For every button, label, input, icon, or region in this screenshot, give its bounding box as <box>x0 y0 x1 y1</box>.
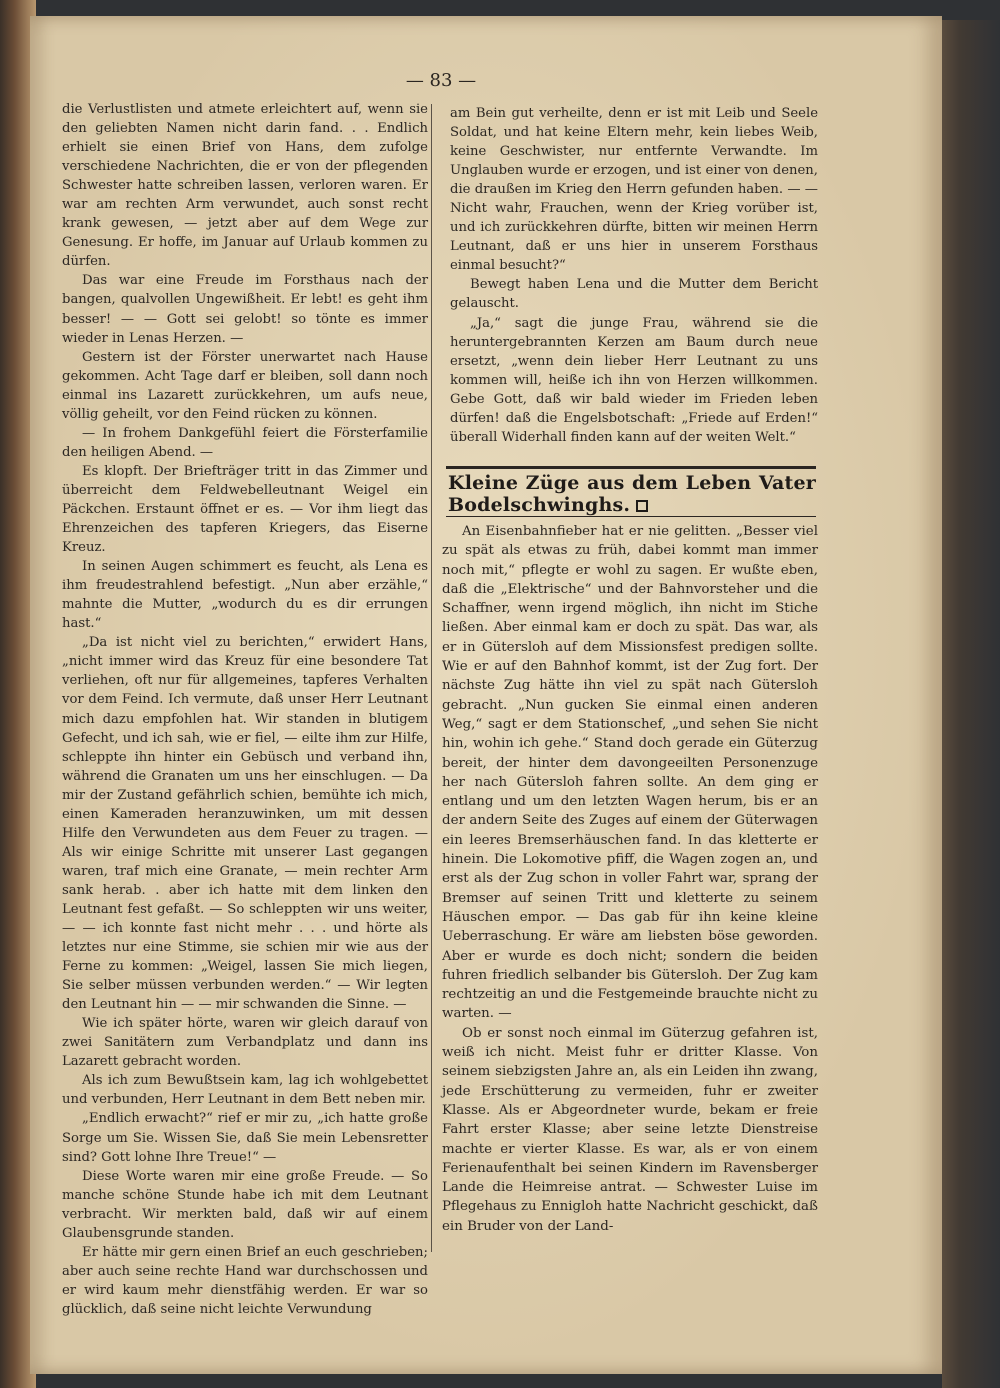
left-column <box>62 100 428 1319</box>
article-body <box>442 522 818 1236</box>
article-headline <box>448 472 816 516</box>
paragraph: Er hätte mir gern einen Brief an euch geschrieben; aber auch seine rechte Hand war durchschossen und er wird kaum mehr dienstfähig werden. Er war so glücklich, daß seine nicht leichte Verwundung <box>62 1244 428 1317</box>
paragraph: Diese Worte waren mir eine große Freude. — So manche schöne Stunde habe ich mit dem Leutnant verbracht. Wir merkten bald, daß wir auf einem Glaubensgrunde standen. <box>62 1168 428 1241</box>
paragraph: Ob er sonst noch einmal im Güterzug gefahren ist, weiß ich nicht. Meist fuhr er dritter Klasse. Von seinem siebzigsten Jahre an, als ein Leiden ihn zwang, jede Erschütterung zu vermeiden, fuhr er zweiter Klasse. Als er Abgeordneter wurde, bekam er freie Fahrt erster Klasse; aber seine letzte Dienstreise machte er vierter Klasse. Es war, als er von einem Ferienaufenthalt bei seinen Kindern im Ravensberger Lande die Heimreise antrat. — Schwester Luise im Pflegehaus zu Ennigloh hatte Nachricht geschickt, daß ein Bruder von der Land- <box>442 1025 818 1234</box>
paragraph: die Verlustlisten und atmete erleichtert auf, wenn sie den geliebten Namen nicht darin fand. . . Endlich erhielt sie einen Brief von Hans, dem zufolge verschiedene Nachrichten, die er von der pflegenden Schwester hatte schreiben lassen, verloren waren. Er war am rechten Arm verwundet, auch sonst recht krank gewesen, — jetzt aber auf dem Wege zur Genesung. Er hoffe, im Januar auf Urlaub kommen zu dürfen. <box>62 102 428 270</box>
headline-end-mark <box>636 500 648 512</box>
paragraph: Es klopft. Der Briefträger tritt in das Zimmer und überreicht dem Feldwebelleutnant Weigel ein Päckchen. Erstaunt öffnet er es. — Vor ihm liegt das Ehrenzeichen des tapferen Kriegers, das Eiserne Kreuz. <box>62 463 428 556</box>
paragraph: Gestern ist der Förster unerwartet nach Hause gekommen. Acht Tage darf er bleiben, soll dann noch einmal ins Lazarett zurückkehren, um aufs neue, völlig geheilt, vor den Feind rücken zu können. <box>62 349 428 422</box>
headline-rule-top <box>446 466 816 469</box>
paragraph: In seinen Augen schimmert es feucht, als Lena es ihm freudestrahlend befestigt. „Nun aber erzähle,“ mahnte die Mutter, „wodurch du es dir errungen hast.“ <box>62 559 428 632</box>
paragraph: am Bein gut verheilte, denn er ist mit Leib und Seele Soldat, und hat keine Eltern mehr, kein liebes Weib, keine Geschwister, nur entfernte Verwandte. Im Unglauben wurde er erzogen, und ist einer von denen, die draußen im Krieg den Herrn gefunden haben. — — Nicht wahr, Frauchen, wenn der Krieg vorüber ist, und ich zurückkehren dürfte, bitten wir meinen Herrn Leutnant, daß er uns hier in unserem Forsthaus einmal besucht?“ <box>450 106 818 274</box>
headline-text: Kleine Züge aus dem Leben Vater Bodelschwinghs. <box>448 472 816 516</box>
headline-rule-bottom <box>446 516 816 517</box>
paragraph: Als ich zum Bewußtsein kam, lag ich wohlgebettet und verbunden, Herr Leutnant in dem Bett neben mir. <box>62 1073 428 1108</box>
paragraph: Wie ich später hörte, waren wir gleich darauf von zwei Sanitätern zum Verbandplatz und dann ins Lazarett gebracht worden. <box>62 1016 428 1070</box>
page-number: — 83 — <box>405 70 477 91</box>
page-edge <box>942 20 1000 1388</box>
paragraph: „Endlich erwacht?“ rief er mir zu, „ich hatte große Sorge um Sie. Wissen Sie, daß Sie mein Lebensretter sind? Gott lohne Ihre Treue!“ — <box>62 1111 428 1165</box>
paragraph: „Da ist nicht viel zu berichten,“ erwidert Hans, „nicht immer wird das Kreuz für eine besondere Tat verliehen, oft nur für allgemeines, tapferes Verhalten vor dem Feind. Ich vermute, daß unser Herr Leutnant mich dazu empfohlen hat. Wir standen in blutigem Gefecht, und ich sah, wie er fiel, — eilte ihm zur Hilfe, schleppte ihn hinter ein Gebüsch und verband ihn, während die Granaten um uns her einschlugen. — Da mir der Zustand gefährlich schien, bemühte ich mich, einen Kameraden heranzuwinken, um mit dessen Hilfe den Verwundeten aus dem Feuer zu tragen. — Als wir einige Schritte mit unserer Last gegangen waren, traf mich eine Granate, — mein rechter Arm sank herab. . aber ich hatte mit dem linken den Leutnant fest gefaßt. — So schleppten wir uns weiter, — — ich konnte fast nicht mehr . . . und hörte als letztes nur eine Stimme, sie schien mir wie aus der Ferne zu kommen: „Weigel, lassen Sie mich liegen, Sie selber müssen verbunden werden.“ — Wir legten den Leutnant hin — — mir schwanden die Sinne. — <box>62 635 428 1013</box>
paragraph: An Eisenbahnfieber hat er nie gelitten. „Besser viel zu spät als etwas zu früh, dabei kommt man immer noch mit,“ pflegte er wohl zu sagen. Er wußte eben, daß die „Elektrische“ und der Bahnvorsteher und die Schaffner, wenn irgend möglich, ihn nicht im Stiche ließen. Aber einmal kam er doch zu spät. Das war, als er in Gütersloh auf dem Missionsfest predigen sollte. Wie er auf den Bahnhof kommt, ist der Zug fort. Der nächste Zug hätte ihn viel zu spät nach Gütersloh gebracht. „Nun gucken Sie einmal einen anderen Weg,“ sagt er dem Stationschef, „und sehen Sie nicht hin, wohin ich gehe.“ Stand doch gerade ein Güterzug bereit, der hinter dem davongeeilten Personenzuge her nach Gütersloh fahren sollte. An dem ging er entlang und um den letzten Wagen herum, bis er an der andern Seite des Zuges auf einem der Güterwagen ein leeres Bremserhäuschen fand. In das kletterte er hinein. Die Lokomotive pfiff, die Wagen zogen an, und erst als der Zug schon in voller Fahrt war, sprang der Bremser auf seinen Tritt und kletterte zu seinem Häuschen empor. — Das gab für ihn keine kleine Ueberraschung. Er wäre am liebsten böse geworden. Aber er wurde es doch nicht; sondern die beiden fuhren friedlich selbander bis Gütersloh. Der Zug kam rechtzeitig an und die Festgemeinde brauchte nicht zu warten. — <box>442 524 818 1022</box>
paragraph: — In frohem Dankgefühl feiert die Försterfamilie den heiligen Abend. — <box>62 425 428 460</box>
paragraph: „Ja,“ sagt die junge Frau, während sie die heruntergebrannten Kerzen am Baum durch neue ersetzt, „wenn dein lieber Herr Leutnant zu uns kommen will, heiße ich ihn von Herzen willkommen. Gebe Gott, daß wir bald wieder im Frieden leben dürfen! daß die Engelsbotschaft: „Friede auf Erden!“ überall Widerhall finden kann auf der weiten Welt.“ <box>450 315 818 445</box>
paragraph: Bewegt haben Lena und die Mutter dem Bericht gelauscht. <box>450 277 818 312</box>
right-column-top <box>450 104 818 447</box>
column-divider <box>431 104 432 1252</box>
paragraph: Das war eine Freude im Forsthaus nach der bangen, qualvollen Ungewißheit. Er lebt! es geht ihm besser! — — Gott sei gelobt! so tönte es immer wieder in Lenas Herzen. — <box>62 273 428 346</box>
